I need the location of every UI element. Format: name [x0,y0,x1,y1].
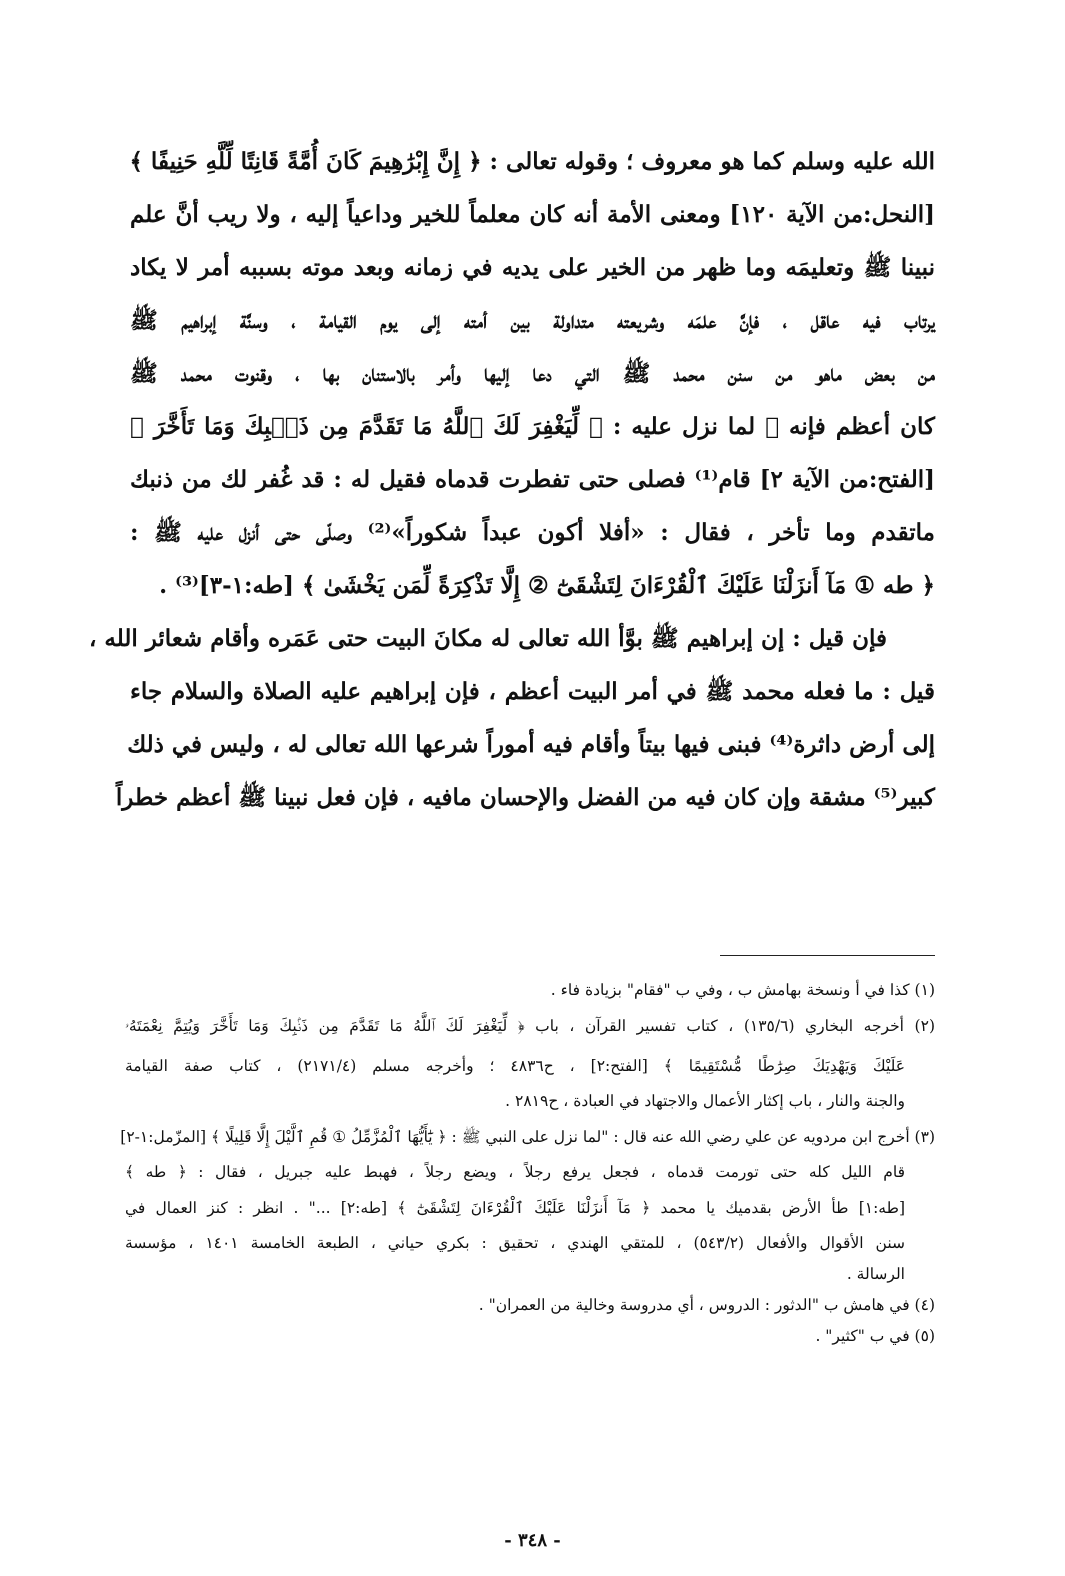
main-text-block [88,135,936,824]
main-text-line: يرتاب فيه عاقل ، فإنَّ علمَه وشريعته متداولة بين أمته إلى يوم القيامة ، وسنَّة إبراهيم ﷺ [130,307,935,334]
footnote-line: (٥) في ب "كثير" . [815,1327,935,1345]
page-number: - ٣٤٨ - [504,1530,561,1551]
main-text-line: ماتقدم وما تأخر ، فقال : «أفلا أكون عبداً شكوراً»⁽²⁾ وصلّى حتى أنزل عليه ﷺ : [130,519,935,546]
main-text-line: من بعض ماهو من سنن محمد ﷺ التي دعا إليها وأمر بالاستنان بها ، وقنوت محمد ﷺ [130,360,935,387]
main-text-line: كان أعظم فإنه ﷺ لما نزل عليه : ﴿ لِّيَغْفِرَ لَكَ ٱللَّهُ مَا تَقَدَّمَ مِن ذَنۢبِكَ وَمَا تَأَخَّرَ ﴾ [130,413,935,440]
main-text-line: ﴿ طه ① مَآ أَنزَلْنَا عَلَيْكَ ٱلْقُرْءَانَ لِتَشْقَىٰٓ ② إِلَّا تَذْكِرَةً لِّمَن يَخْشَىٰ ﴾ [طه:١-٣]⁽³⁾ . [159,572,935,599]
main-text-line: قيل : ما فعله محمد ﷺ في أمر البيت أعظم ، فإن إبراهيم عليه الصلاة والسلام جاء [130,678,935,705]
footnote-line: الرسالة . [846,1265,905,1283]
footnote-line: (١) كذا في أ ونسخة بهامش ب ، وفي ب "فقام" بزيادة فاء . [550,981,935,999]
footnote-line: [طه:١] طأ الأرض بقدميك يا محمد ﴿ مَآ أَنزَلْنَا عَلَيْكَ ٱلْقُرْءَانَ لِتَشْقَىٰٓ ﴾ [طه:٢] ..." . انظر : كنز العمال في [125,1199,905,1217]
footnote-line: (٤) في هامش ب "الدثور : الدروس ، أي مدروسة وخالية من العمران" . [478,1296,935,1314]
main-text-line: إلى أرض داثرة⁽⁴⁾ فبنى فيها بيتاً وأقام فيه أموراً شرعها الله تعالى له ، وليس في ذلك [127,731,935,758]
footnote-line: سنن الأقوال والأفعال (٥٤٣/٢) ، للمتقي الهندي ، تحقيق : بكري حياني ، الطبعة الخامسة ١٤٠١ ، مؤسسة [125,1234,905,1252]
main-text-line: فإن قيل : إن إبراهيم ﷺ بوَّأ الله تعالى له مكانَ البيت حتى عَمَره وأقام شعائر الله ، [88,625,887,652]
main-text-line: [النحل:من الآية ١٢٠] ومعنى الأمة أنه كان معلماً للخير وداعياً إليه ، ولا ريب أنَّ علم [130,201,935,228]
footnotes-block [120,975,935,1352]
footnote-line: قام الليل كله حتى تورمت قدماه ، فجعل يرفع رجلاً ، ويضع رجلاً ، فهبط عليه جبريل ، فقال : ﴿ طه ﴾ [125,1163,905,1181]
footnote-divider [720,955,935,956]
main-text-line: كبير⁽⁵⁾ مشقة وإن كان فيه من الفضل والإحسان مافيه ، فإن فعل نبينا ﷺ أعظم خطراً [115,784,935,811]
footnote-line: (٢) أخرجه البخاري (١٣٥/٦) ، كتاب تفسير القرآن ، باب ﴿ لِّيَغْفِرَ لَكَ ٱللَّهُ مَا تَقَدَّمَ مِن ذَنۢبِكَ وَمَا تَأَخَّرَ وَيُتِمَّ نِعْمَتَهُۥ [125,1017,935,1035]
main-text-line: الله عليه وسلم كما هو معروف ؛ وقوله تعالى : ﴿ إِنَّ إِبْرَٰهِيمَ كَانَ أُمَّةً قَانِتًا لِّلَّهِ حَنِيفًا ﴾ [129,148,935,175]
footnote-line: عَلَيْكَ وَيَهْدِيَكَ صِرَٰطًا مُّسْتَقِيمًا ﴾ [الفتح:٢] ، ح٤٨٣٦ ؛ وأخرجه مسلم (٢١٧١/٤) ، كتاب صفة القيامة [125,1057,906,1075]
main-text-line: نبينا ﷺ وتعليمَه وما ظهر من الخير على يديه في زمانه وبعد موته بسببه أمر لا يكاد [130,254,935,281]
footnote-line: والجنة والنار ، باب إكثار الأعمال والاجتهاد في العبادة ، ح٢٨١٩ . [505,1092,905,1110]
main-text-line: [الفتح:من الآية ٢] قام⁽¹⁾ فصلى حتى تفطرت قدماه فقيل له : قد غُفر لك من ذنبك [130,466,936,493]
footnote-line: (٣) أخرج ابن مردويه عن علي رضي الله عنه قال : "لما نزل على النبي ﷺ : ﴿ يَٰٓأَيُّهَا ٱلْمُزَّمِّلُ ① قُمِ ٱلَّيْلَ إِلَّا قَلِيلًا ﴾ [المزّمل:١-٢] [120,1128,935,1146]
